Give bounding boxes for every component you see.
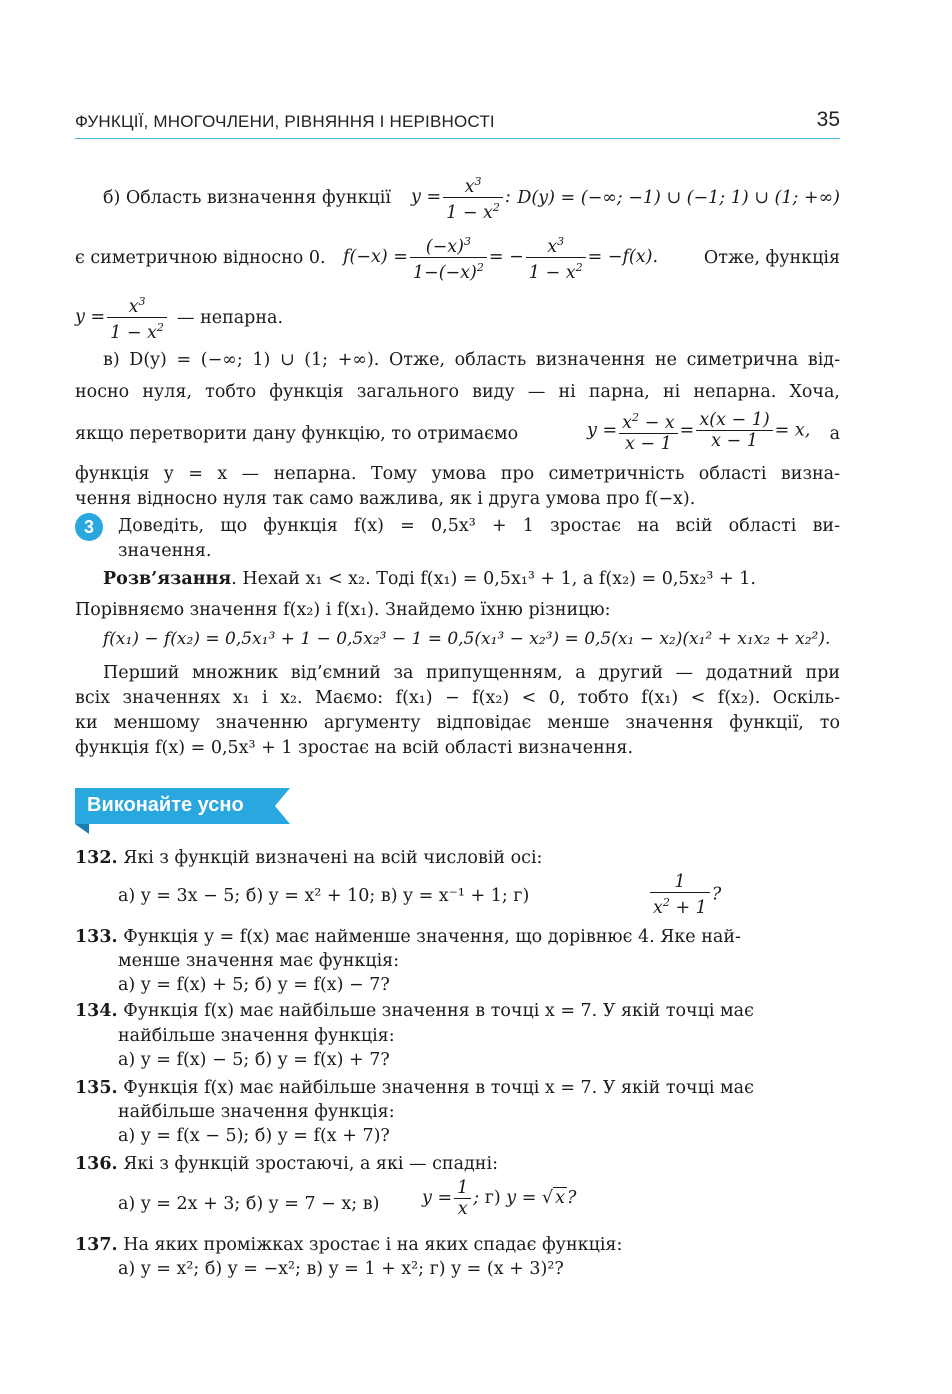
page-header	[75, 108, 840, 139]
ex-133-l2: менше значення має функція:	[118, 951, 400, 971]
solution-equation: f(x₁) − f(x₂) = 0,5x₁³ + 1 − 0,5x₂³ − 1 = 0,5(x₁³ − x₂³) = 0,5(x₁ − x₂)(x₁² + x₁x₂ + x₂²).	[103, 629, 831, 649]
ex-133: 133. Функція y = f(x) має найменше значення, що дорівнює 4. Яке най-	[75, 927, 741, 947]
part-v-line5: чення відносно нуля так само важлива, як і друга умова про f(−x).	[75, 489, 696, 509]
para-line1: Перший множник від’ємний за припущенням, а другий — додатний при	[103, 663, 840, 683]
formula-fmx: f(−x) = $\frac{(-x)^3}{1-(-x)^2}$ = − $\frac{x^3}{1 - x^2}$ = −f(x).	[343, 232, 658, 283]
part-b-line2	[75, 232, 840, 284]
ex-136-options	[118, 1178, 840, 1228]
part-v-line3: якщо перетворити дану функцію, то отримаємо y = $\frac{x^2 - x}{x - 1}$ = $\frac{x(x - 1)}{x - 1}$ = x, а	[75, 408, 840, 460]
solution-text: . Нехай x₁ < x₂. Тоді f(x₁) = 0,5x₁³ + 1, а f(x₂) = 0,5x₂³ + 1.	[231, 569, 756, 589]
formula-transform: y = $\frac{x^2 - x}{x - 1}$ = $\frac{x(x - 1)}{x - 1}$ = x,	[587, 408, 810, 454]
example3-line1: Доведіть, що функція f(x) = 0,5x³ + 1 зростає на всій області ви-	[118, 516, 840, 536]
para-line3: ки меншому значенню аргументу відповідає менше значення функції, то	[75, 713, 840, 733]
odd-text: — непарна.	[177, 308, 284, 328]
example3-line2: значення.	[118, 541, 212, 561]
formula-y2: y = $\frac{x^3}{1 - x^2}$	[75, 292, 169, 343]
ex-136-l2: а) y = 2x + 3; б) y = 7 − x; в)	[118, 1194, 380, 1214]
part-v-line4: функція y = x — непарна. Тому умова про симетричність області визна-	[75, 464, 840, 484]
ex-134: 134. Функція f(x) має найбільше значення в точці x = 7. У якій точці має	[75, 1001, 754, 1021]
part-v-line2: носно нуля, тобто функція загального виду — ні парна, ні непарна. Хоча,	[75, 382, 840, 402]
formula-y: y = $\frac{x^3}{1 - x^2}$ :	[411, 172, 511, 223]
transform-text: якщо перетворити дану функцію, то отримаємо	[75, 424, 519, 444]
ex-132-options	[118, 872, 840, 922]
solution-line2: Порівняємо значення f(x₂) і f(x₁). Знайдемо їхню різницю:	[75, 600, 611, 620]
chapter-title: ФУНКЦІЇ, МНОГОЧЛЕНИ, РІВНЯННЯ І НЕРІВНОСТІ	[75, 112, 495, 131]
ex-134-l2: найбільше значення функція:	[118, 1026, 395, 1046]
ex-137-l2: а) y = x²; б) y = −x²; в) y = 1 + x²; г) y = (x + 3)²?	[118, 1259, 564, 1279]
conclusion-text: Отже, функція	[703, 248, 840, 268]
ex-132-opts: а) y = 3x − 5; б) y = x² + 10; в) y = x⁻¹ + 1; г)	[118, 886, 530, 906]
ex-136: 136. Які з функцій зростаючі, а які — спадні:	[75, 1154, 498, 1174]
ex-134-l3: а) y = f(x) − 5; б) y = f(x) + 7?	[118, 1050, 390, 1070]
symmetric-text: є симетричною відносно 0.	[75, 248, 326, 268]
para-line4: функція f(x) = 0,5x³ + 1 зростає на всій області визначення.	[75, 738, 634, 758]
example-badge: 3	[75, 513, 103, 541]
banner-label: Виконайте усно	[87, 794, 244, 816]
ex-132: 132. Які з функцій визначені на всій числовій осі:	[75, 848, 543, 868]
ex-135-l3: а) y = f(x − 5); б) y = f(x + 7)?	[118, 1126, 390, 1146]
ex-135: 135. Функція f(x) має найбільше значення в точці x = 7. У якій точці має	[75, 1078, 754, 1098]
domain-b: D(y) = (−∞; −1) ∪ (−1; 1) ∪ (1; +∞)	[517, 188, 840, 208]
solution-label: Розв’язання	[103, 569, 232, 589]
ex-136-frac: y = $\frac{1}{x}$ ; г) y = √ x ?	[422, 1178, 577, 1219]
ex-132-frac: $\frac{1}{x^2 + 1}$ ?	[648, 872, 721, 918]
solution-line1	[103, 567, 840, 591]
part-b-line1	[103, 172, 840, 224]
part-b-line3	[75, 292, 840, 344]
para-line2: всіх значеннях x₁ і x₂. Маємо: f(x₁) − f(x₂) < 0, тобто f(x₁) < f(x₂). Оскіль-	[75, 688, 840, 708]
ex-137: 137. На яких проміжках зростає і на яких спадає функція:	[75, 1235, 623, 1255]
ex-135-l2: найбільше значення функція:	[118, 1102, 395, 1122]
section-banner	[75, 788, 290, 824]
page-number: 35	[816, 108, 840, 131]
part-v-line1: в) D(y) = (−∞; 1) ∪ (1; +∞). Отже, область визначення не симетрична від-	[103, 350, 840, 370]
ex-133-l3: а) y = f(x) + 5; б) y = f(x) − 7?	[118, 975, 390, 995]
part-b-intro: б) Область визначення функції	[103, 188, 391, 208]
